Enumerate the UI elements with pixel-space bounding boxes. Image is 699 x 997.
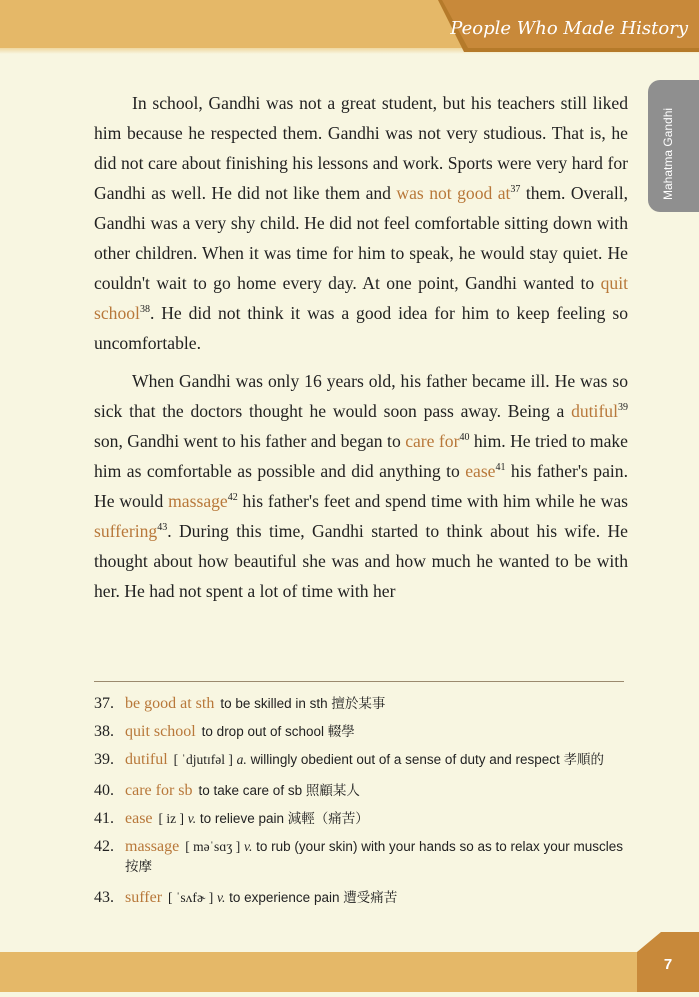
text-run: his father's feet and spend time with him while he was [237, 491, 628, 511]
footnote-number: 43. [94, 889, 114, 906]
footnote-term: be good at sth [125, 695, 215, 712]
footnote-definition: to take care of sb 照顧某人 [198, 783, 360, 798]
book-title: People Who Made History [450, 18, 688, 39]
footnote-ref: 43 [157, 522, 168, 534]
footnote-term: dutiful [125, 751, 168, 768]
page-number-tab [637, 932, 699, 992]
text-run: his father's pain. He would [94, 461, 628, 511]
footnote-number: 41. [94, 810, 114, 827]
text-run: son, Gandhi went to his father and began to [94, 431, 406, 451]
footnote-number: 37. [94, 695, 114, 712]
vocab-highlight: massage [168, 491, 228, 511]
text-run: In school, Gandhi was not a great student, but his teachers still liked him because he respected them. Gandhi was not very studious. That is, he did not care about finishing his lessons and work. Sports were very hard for Gandhi as well. He did not like them and [94, 93, 628, 203]
footnote-41 [94, 809, 624, 829]
text-run: . During this time, Gandhi started to think about his wife. He thought about how beautiful she was and how much he wanted to be with her. He had not spent a lot of time with her [94, 521, 628, 601]
text-run: When Gandhi was only 16 years old, his father became ill. He was so sick that the doctors thought he would soon pass away. Being a [94, 371, 628, 421]
footnote-term: care for sb [125, 782, 193, 799]
footnote-42 [94, 837, 624, 877]
footnote-37 [94, 694, 624, 714]
vocab-highlight: quit school [94, 273, 628, 323]
footnote-divider [94, 681, 624, 682]
footnote-pos: v. [217, 890, 226, 905]
footnote-definition: to relieve pain 減輕（痛苦） [199, 811, 369, 826]
footnote-phonetic: [ məˈsɑʒ ] [185, 839, 241, 854]
chapter-side-tab [648, 80, 699, 212]
footnote-definition: to rub (your skin) with your hands so as to relax your muscles 按摩 [125, 839, 624, 874]
main-text [94, 88, 628, 614]
book-title-tab [438, 0, 699, 54]
vocab-highlight: dutiful [571, 401, 618, 421]
footnote-ref: 39 [618, 402, 628, 414]
footnote-ref: 41 [495, 462, 506, 474]
paragraph-1 [94, 88, 628, 358]
footnote-43 [94, 888, 624, 908]
page-number: 7 [663, 956, 673, 973]
footnote-phonetic: [ iz ] [158, 811, 185, 826]
footnote-ref: 42 [227, 492, 238, 504]
footnote-pos: a. [236, 752, 247, 767]
footnote-definition: to drop out of school 輟學 [201, 724, 355, 739]
vocab-highlight: care for [405, 431, 460, 451]
footnote-number: 38. [94, 723, 114, 740]
paragraph-2 [94, 366, 628, 606]
vocab-highlight: suffering [94, 521, 158, 541]
footnote-ref: 38 [139, 304, 150, 316]
footnote-definition: to be skilled in sth 擅於某事 [220, 696, 386, 711]
text-run: them. Overall, Gandhi was a very shy child. He did not feel comfortable sitting down with other children. When it was time for him to speak, he would stay quiet. He couldn't wait to go home every day. At one point, Gandhi wanted to [94, 183, 629, 293]
footnote-pos: v. [244, 839, 253, 854]
footnote-definition: to experience pain 遭受痛苦 [229, 890, 398, 905]
footnote-pos: v. [187, 811, 197, 826]
footnotes [94, 690, 624, 908]
footnote-38 [94, 722, 624, 742]
footnote-term: massage [125, 838, 180, 855]
footnote-40 [94, 781, 624, 801]
footnote-term: ease [125, 810, 153, 827]
footnote-number: 42. [94, 838, 114, 855]
chapter-side-label: Mahatma Gandhi [661, 107, 675, 200]
footnote-phonetic: [ ˈdjutɪfəl ] [173, 752, 233, 767]
footnote-ref: 40 [459, 432, 470, 444]
vocab-highlight: ease [465, 461, 496, 481]
footnote-term: quit school [125, 723, 196, 740]
footnote-number: 39. [94, 751, 114, 768]
footnote-39 [94, 750, 624, 770]
footnote-term: suffer [125, 889, 163, 906]
footnote-number: 40. [94, 782, 114, 799]
footnote-phonetic: [ ˈsʌfɚ ] [168, 890, 214, 905]
footnote-ref: 37 [510, 184, 521, 196]
footnote-definition: willingly obedient out of a sense of duty and respect 孝順的 [250, 752, 605, 767]
vocab-highlight: was not good at [396, 183, 511, 203]
footer-bar [0, 952, 699, 992]
text-run: . He did not think it was a good idea for him to keep feeling so uncomfortable. [94, 303, 628, 353]
text-run: him. He tried to make him as comfortable as possible and did anything to [94, 431, 628, 481]
